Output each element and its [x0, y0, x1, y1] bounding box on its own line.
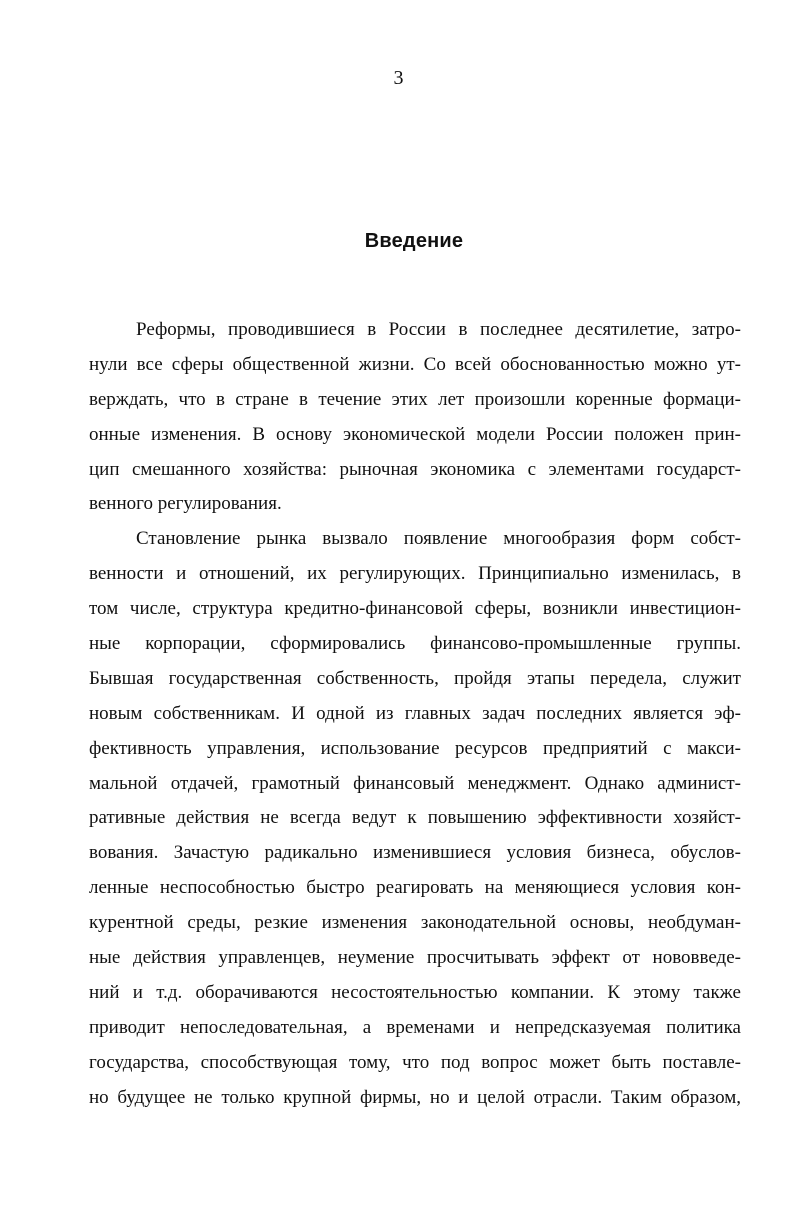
text-line: фективность управления, использование ресурсов предприятий с макси-	[89, 737, 741, 759]
text-line: ные действия управленцев, неумение просчитывать эффект от нововведе-	[89, 947, 741, 969]
text-line: цип смешанного хозяйства: рыночная экономика с элементами государст-	[89, 458, 741, 480]
text-line: вования. Зачастую радикально изменившиеся условия бизнеса, обуслов-	[89, 842, 741, 864]
text-line: верждать, что в стране в течение этих лет произошли коренные формаци-	[89, 388, 741, 410]
paragraph-2	[89, 522, 741, 1115]
text-line: онные изменения. В основу экономической модели России положен прин-	[89, 423, 741, 445]
text-line: мальной отдачей, грамотный финансовый менеджмент. Однако админист-	[89, 772, 741, 794]
paragraph-1	[89, 313, 741, 522]
text-line: ленные неспособностью быстро реагировать на меняющиеся условия кон-	[89, 877, 741, 899]
text-line: но будущее не только крупной фирмы, но и целой отрасли. Таким образом,	[89, 1086, 741, 1108]
text-line: венного регулирования.	[89, 493, 282, 515]
text-line: нули все сферы общественной жизни. Со всей обоснованностью можно ут-	[89, 353, 741, 375]
text-line: приводит непоследовательная, а временами и непредсказуемая политика	[89, 1016, 741, 1038]
text-line: Реформы, проводившиеся в России в последнее десятилетие, затро-	[136, 319, 741, 340]
body-text	[89, 313, 741, 1115]
text-line: том числе, структура кредитно-финансовой сферы, возникли инвестицион-	[89, 598, 741, 620]
text-line: ные корпорации, сформировались финансово-промышленные группы.	[89, 633, 741, 655]
text-line: Бывшая государственная собственность, пройдя этапы передела, служит	[89, 667, 741, 689]
text-line: венности и отношений, их регулирующих. Принципиально изменилась, в	[89, 563, 741, 585]
page-number: 3	[393, 67, 404, 89]
text-line: ний и т.д. оборачиваются несостоятельностью компании. К этому также	[89, 981, 741, 1003]
text-line: государства, способствующая тому, что под вопрос может быть поставле-	[89, 1051, 741, 1073]
text-line: ративные действия не всегда ведут к повышению эффективности хозяйст-	[89, 807, 741, 829]
text-line: Становление рынка вызвало появление многообразия форм собст-	[136, 528, 741, 550]
section-heading: Введение	[364, 230, 464, 252]
text-line: новым собственникам. И одной из главных задач последних является эф-	[89, 702, 741, 724]
text-line: курентной среды, резкие изменения законодательной основы, необдуман-	[89, 912, 741, 934]
